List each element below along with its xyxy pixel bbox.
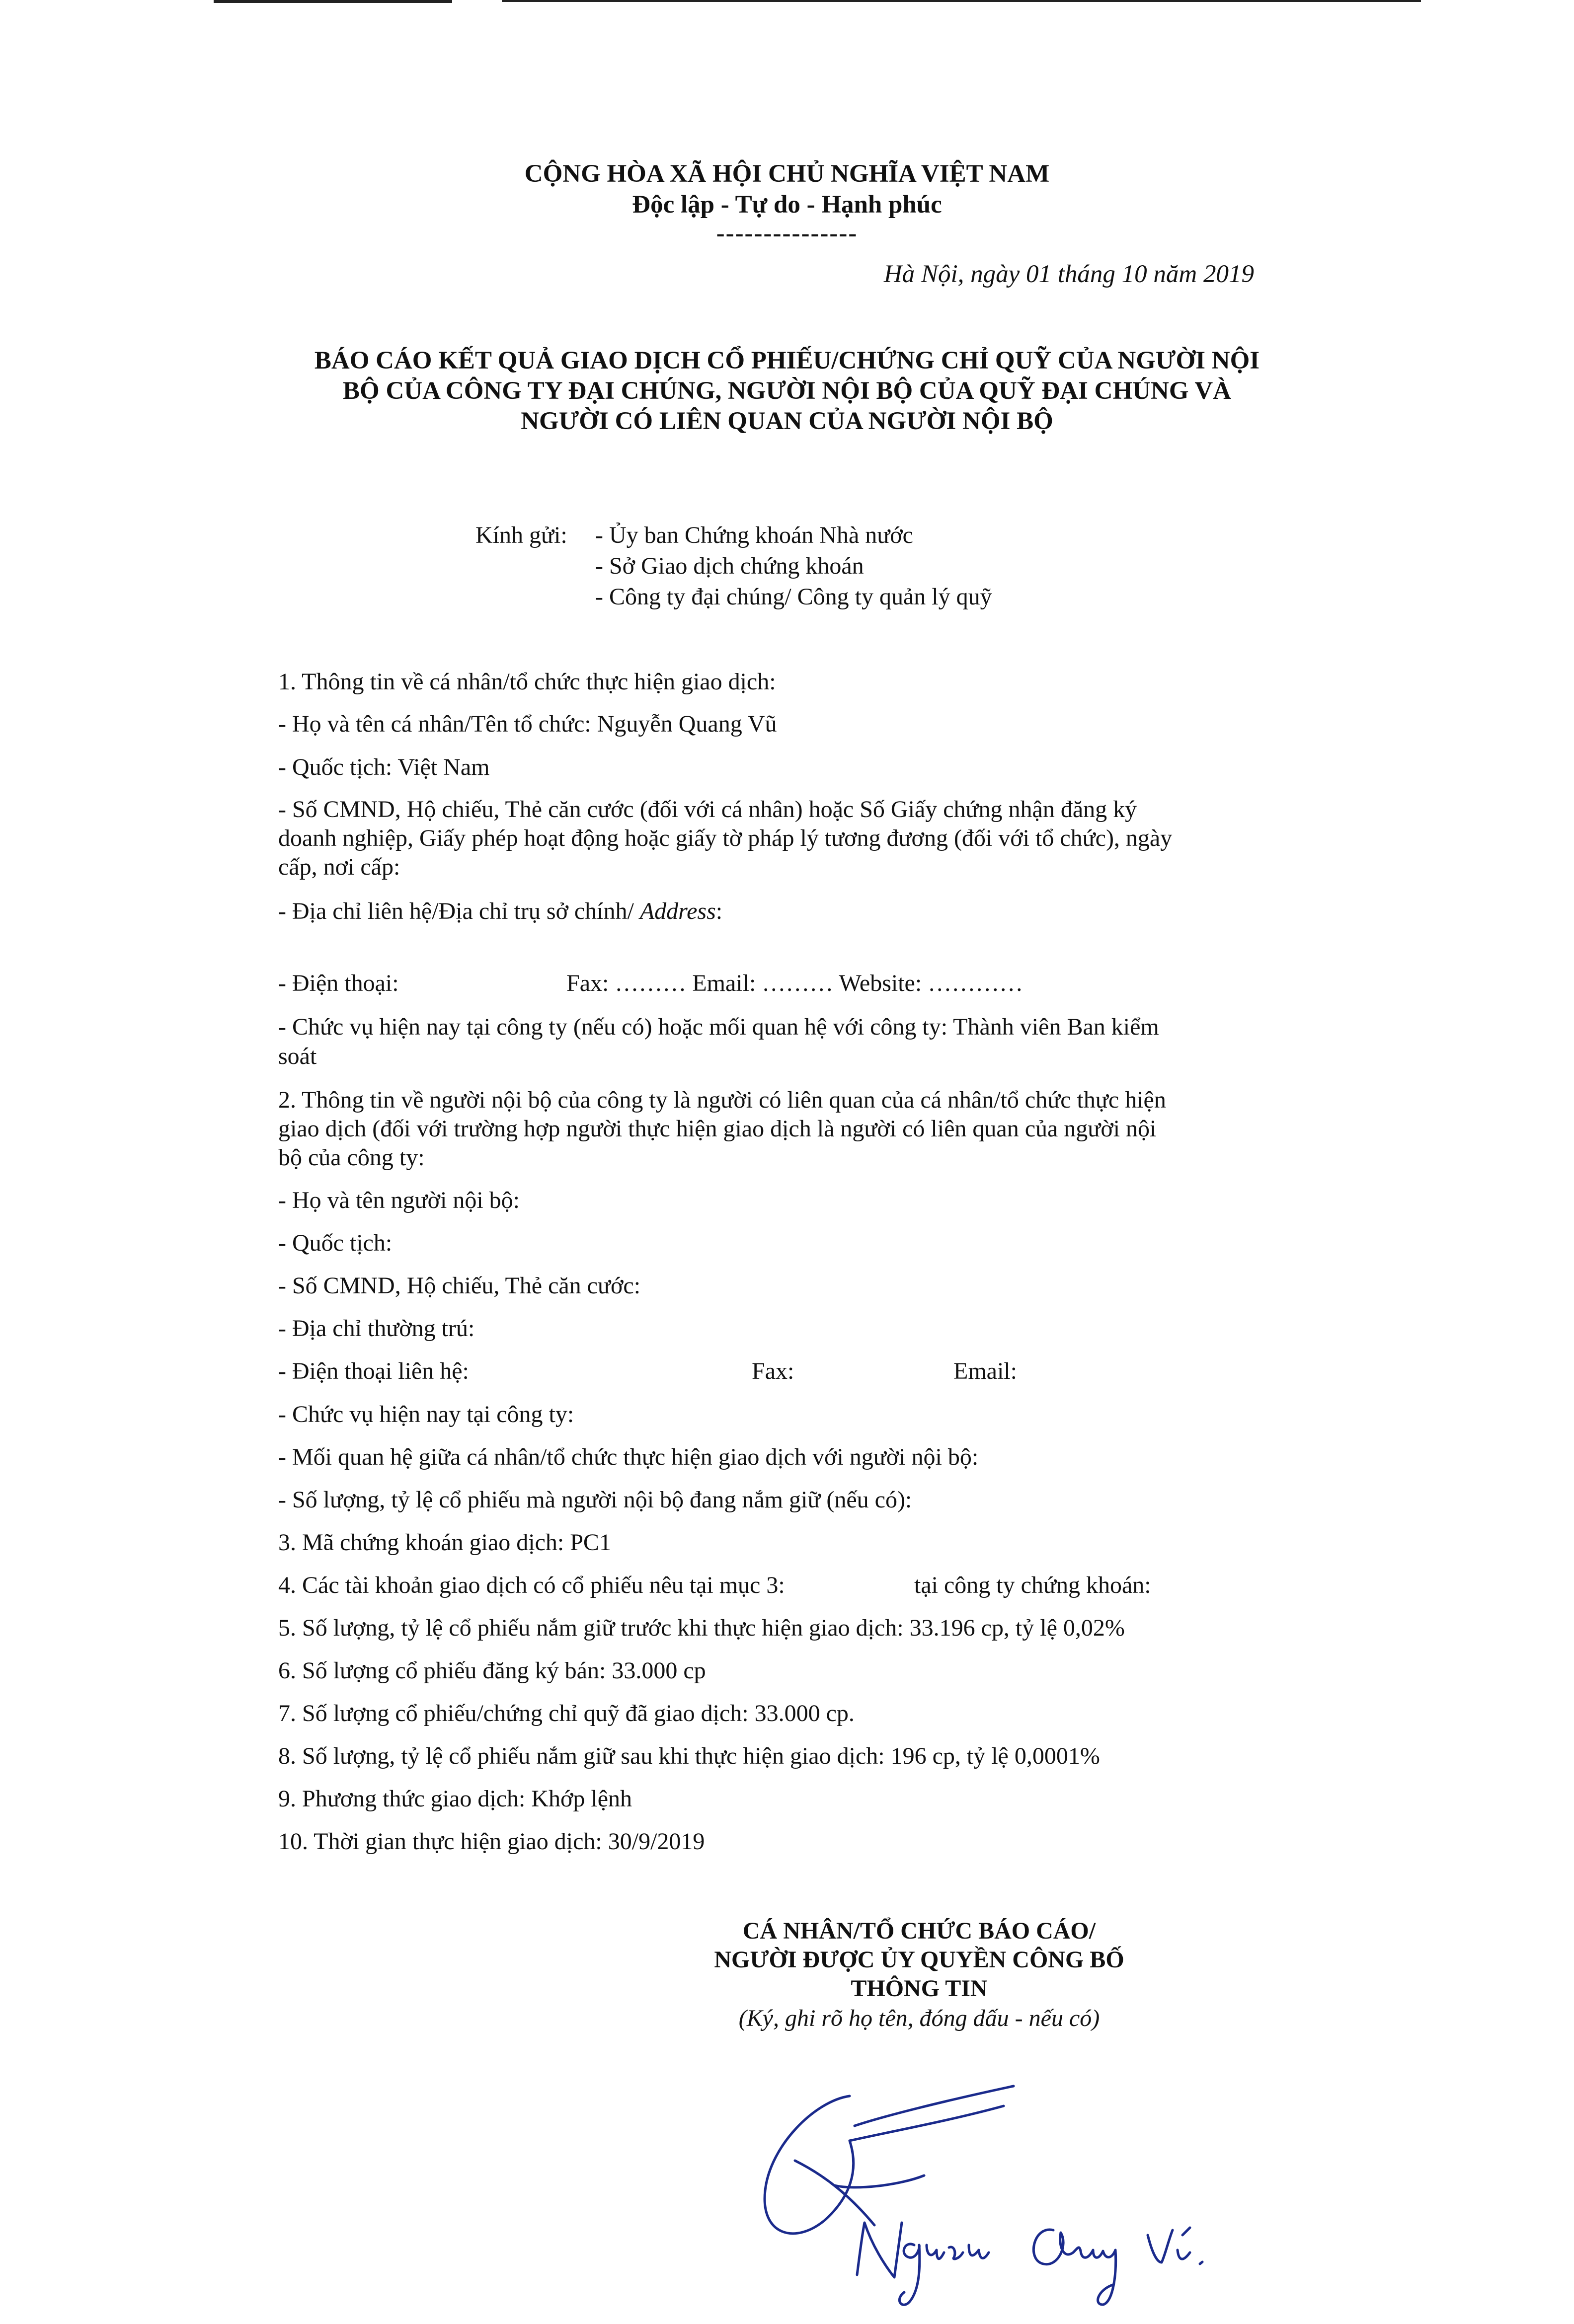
nation-heading: CỘNG HÒA XÃ HỘI CHỦ NGHĨA VIỆT NAM [524,160,1050,188]
insider-address: - Địa chỉ thường trú: [278,1315,475,1342]
individual-nationality: - Quốc tịch: Việt Nam [278,754,490,780]
insider-name: - Họ và tên người nội bộ: [278,1187,520,1213]
insider-email: Email: [953,1358,1017,1384]
place-date: Hà Nội, ngày 01 tháng 10 năm 2019 [883,260,1254,288]
signature-name-vu [1148,2228,1202,2264]
report-title-line-1: BÁO CÁO KẾT QUẢ GIAO DỊCH CỔ PHIẾU/CHỨNG CHỈ QUỸ CỦA NGƯỜI NỘI [314,347,1260,375]
header-divider: --------------- [716,220,858,247]
item-3-ticker: 3. Mã chứng khoán giao dịch: PC1 [278,1529,611,1556]
section2-heading-line-3: bộ của công ty: [278,1144,425,1171]
item-6-registered-sell: 6. Số lượng cổ phiếu đăng ký bán: 33.000 cp [278,1657,706,1684]
scan-edge-line-right [502,0,1421,2]
id-info-line-2: doanh nghiệp, Giấy phép hoạt động hoặc giấy tờ pháp lý tương đương (đối với tổ chức), ngày [278,825,1173,851]
section2-heading-line-2: giao dịch (đối với trường hợp người thực hiện giao dịch là người có liên quan của người nội [278,1116,1157,1142]
item-8-holding-after: 8. Số lượng, tỷ lệ cổ phiếu nắm giữ sau khi thực hiện giao dịch: 196 cp, tỷ lệ 0,0001% [278,1743,1100,1769]
signature-name-n [857,2223,902,2277]
insider-relation: - Mối quan hệ giữa cá nhân/tổ chức thực hiện giao dịch với người nội bộ: [278,1444,979,1470]
item-4-accounts: 4. Các tài khoản giao dịch có cổ phiếu nêu tại mục 3: [278,1572,785,1598]
motto: Độc lập - Tự do - Hạnh phúc [632,191,942,219]
insider-id: - Số CMND, Hộ chiếu, Thẻ căn cước: [278,1273,641,1299]
insider-nationality: - Quốc tịch: [278,1230,393,1256]
signature-stroke [855,2086,1014,2126]
signature-flourish [765,2096,854,2234]
item-5-holding-before: 5. Số lượng, tỷ lệ cổ phiếu nắm giữ trước khi thực hiện giao dịch: 33.196 cp, tỷ lệ 0,02% [278,1615,1125,1641]
section2-heading-line-1: 2. Thông tin về người nội bộ của công ty là người có liên quan của cá nhân/tổ chức thực hiện [278,1087,1166,1113]
signer-title-line-2: NGƯỜI ĐƯỢC ỦY QUYỀN CÔNG BỐ [714,1947,1124,1973]
insider-holding: - Số lượng, tỷ lệ cổ phiếu mà người nội bộ đang nắm giữ (nếu có): [278,1487,912,1513]
fax-email-website: Fax: ……… Email: ……… Website: ………… [566,970,1023,996]
address-label-english: Address [639,898,716,924]
item-7-traded: 7. Số lượng cổ phiếu/chứng chỉ quỹ đã giao dịch: 33.000 cp. [278,1700,855,1726]
address-line [278,898,722,925]
position-line-2: soát [278,1043,317,1069]
recipient-item: - Sở Giao dịch chứng khoán [595,553,864,579]
recipient-item: - Công ty đại chúng/ Công ty quản lý quỹ [595,584,992,610]
address-label: - Địa chỉ liên hệ/Địa chỉ trụ sở chính/ [278,898,640,924]
report-title-line-3: NGƯỜI CÓ LIÊN QUAN CỦA NGƯỜI NỘI BỘ [521,407,1053,435]
item-10-date: 10. Thời gian thực hiện giao dịch: 30/9/2019 [278,1828,705,1855]
insider-position: - Chức vụ hiện nay tại công ty: [278,1401,574,1427]
address-colon: : [715,898,723,924]
item-9-method: 9. Phương thức giao dịch: Khớp lệnh [278,1786,632,1812]
signer-title-line-3: THÔNG TIN [851,1975,988,2002]
recipients-label: Kính gửi: [475,522,567,548]
id-info-line-1: - Số CMND, Hộ chiếu, Thẻ căn cước (đối với cá nhân) hoặc Số Giấy chứng nhận đăng ký [278,796,1137,823]
report-title-line-2: BỘ CỦA CÔNG TY ĐẠI CHÚNG, NGƯỜI NỘI BỘ CỦA QUỸ ĐẠI CHÚNG VÀ [343,377,1231,405]
signature-name-guyen [899,2244,989,2305]
signature-stroke [795,2161,874,2225]
position-line-1: - Chức vụ hiện nay tại công ty (nếu có) hoặc mối quan hệ với công ty: Thành viên Ban kiểm [278,1014,1159,1040]
item-4-broker: tại công ty chứng khoán: [914,1572,1151,1598]
scan-edge-line-left [214,0,452,3]
individual-name: - Họ và tên cá nhân/Tên tổ chức: Nguyễn Quang Vũ [278,711,777,737]
signer-title-line-1: CÁ NHÂN/TỔ CHỨC BÁO CÁO/ [742,1918,1096,1944]
insider-fax: Fax: [752,1358,794,1384]
recipient-item: - Ủy ban Chứng khoán Nhà nước [595,522,913,548]
phone-label: - Điện thoại: [278,970,399,996]
insider-phone: - Điện thoại liên hệ: [278,1358,469,1384]
id-info-line-3: cấp, nơi cấp: [278,854,400,880]
signature-stroke [850,2106,1004,2141]
handwritten-signature [735,2026,1242,2315]
signature-note: (Ký, ghi rõ họ tên, đóng dấu - nếu có) [738,2005,1100,2031]
section1-heading: 1. Thông tin về cá nhân/tổ chức thực hiện giao dịch: [278,669,776,695]
signature-name-quang [1033,2230,1115,2305]
